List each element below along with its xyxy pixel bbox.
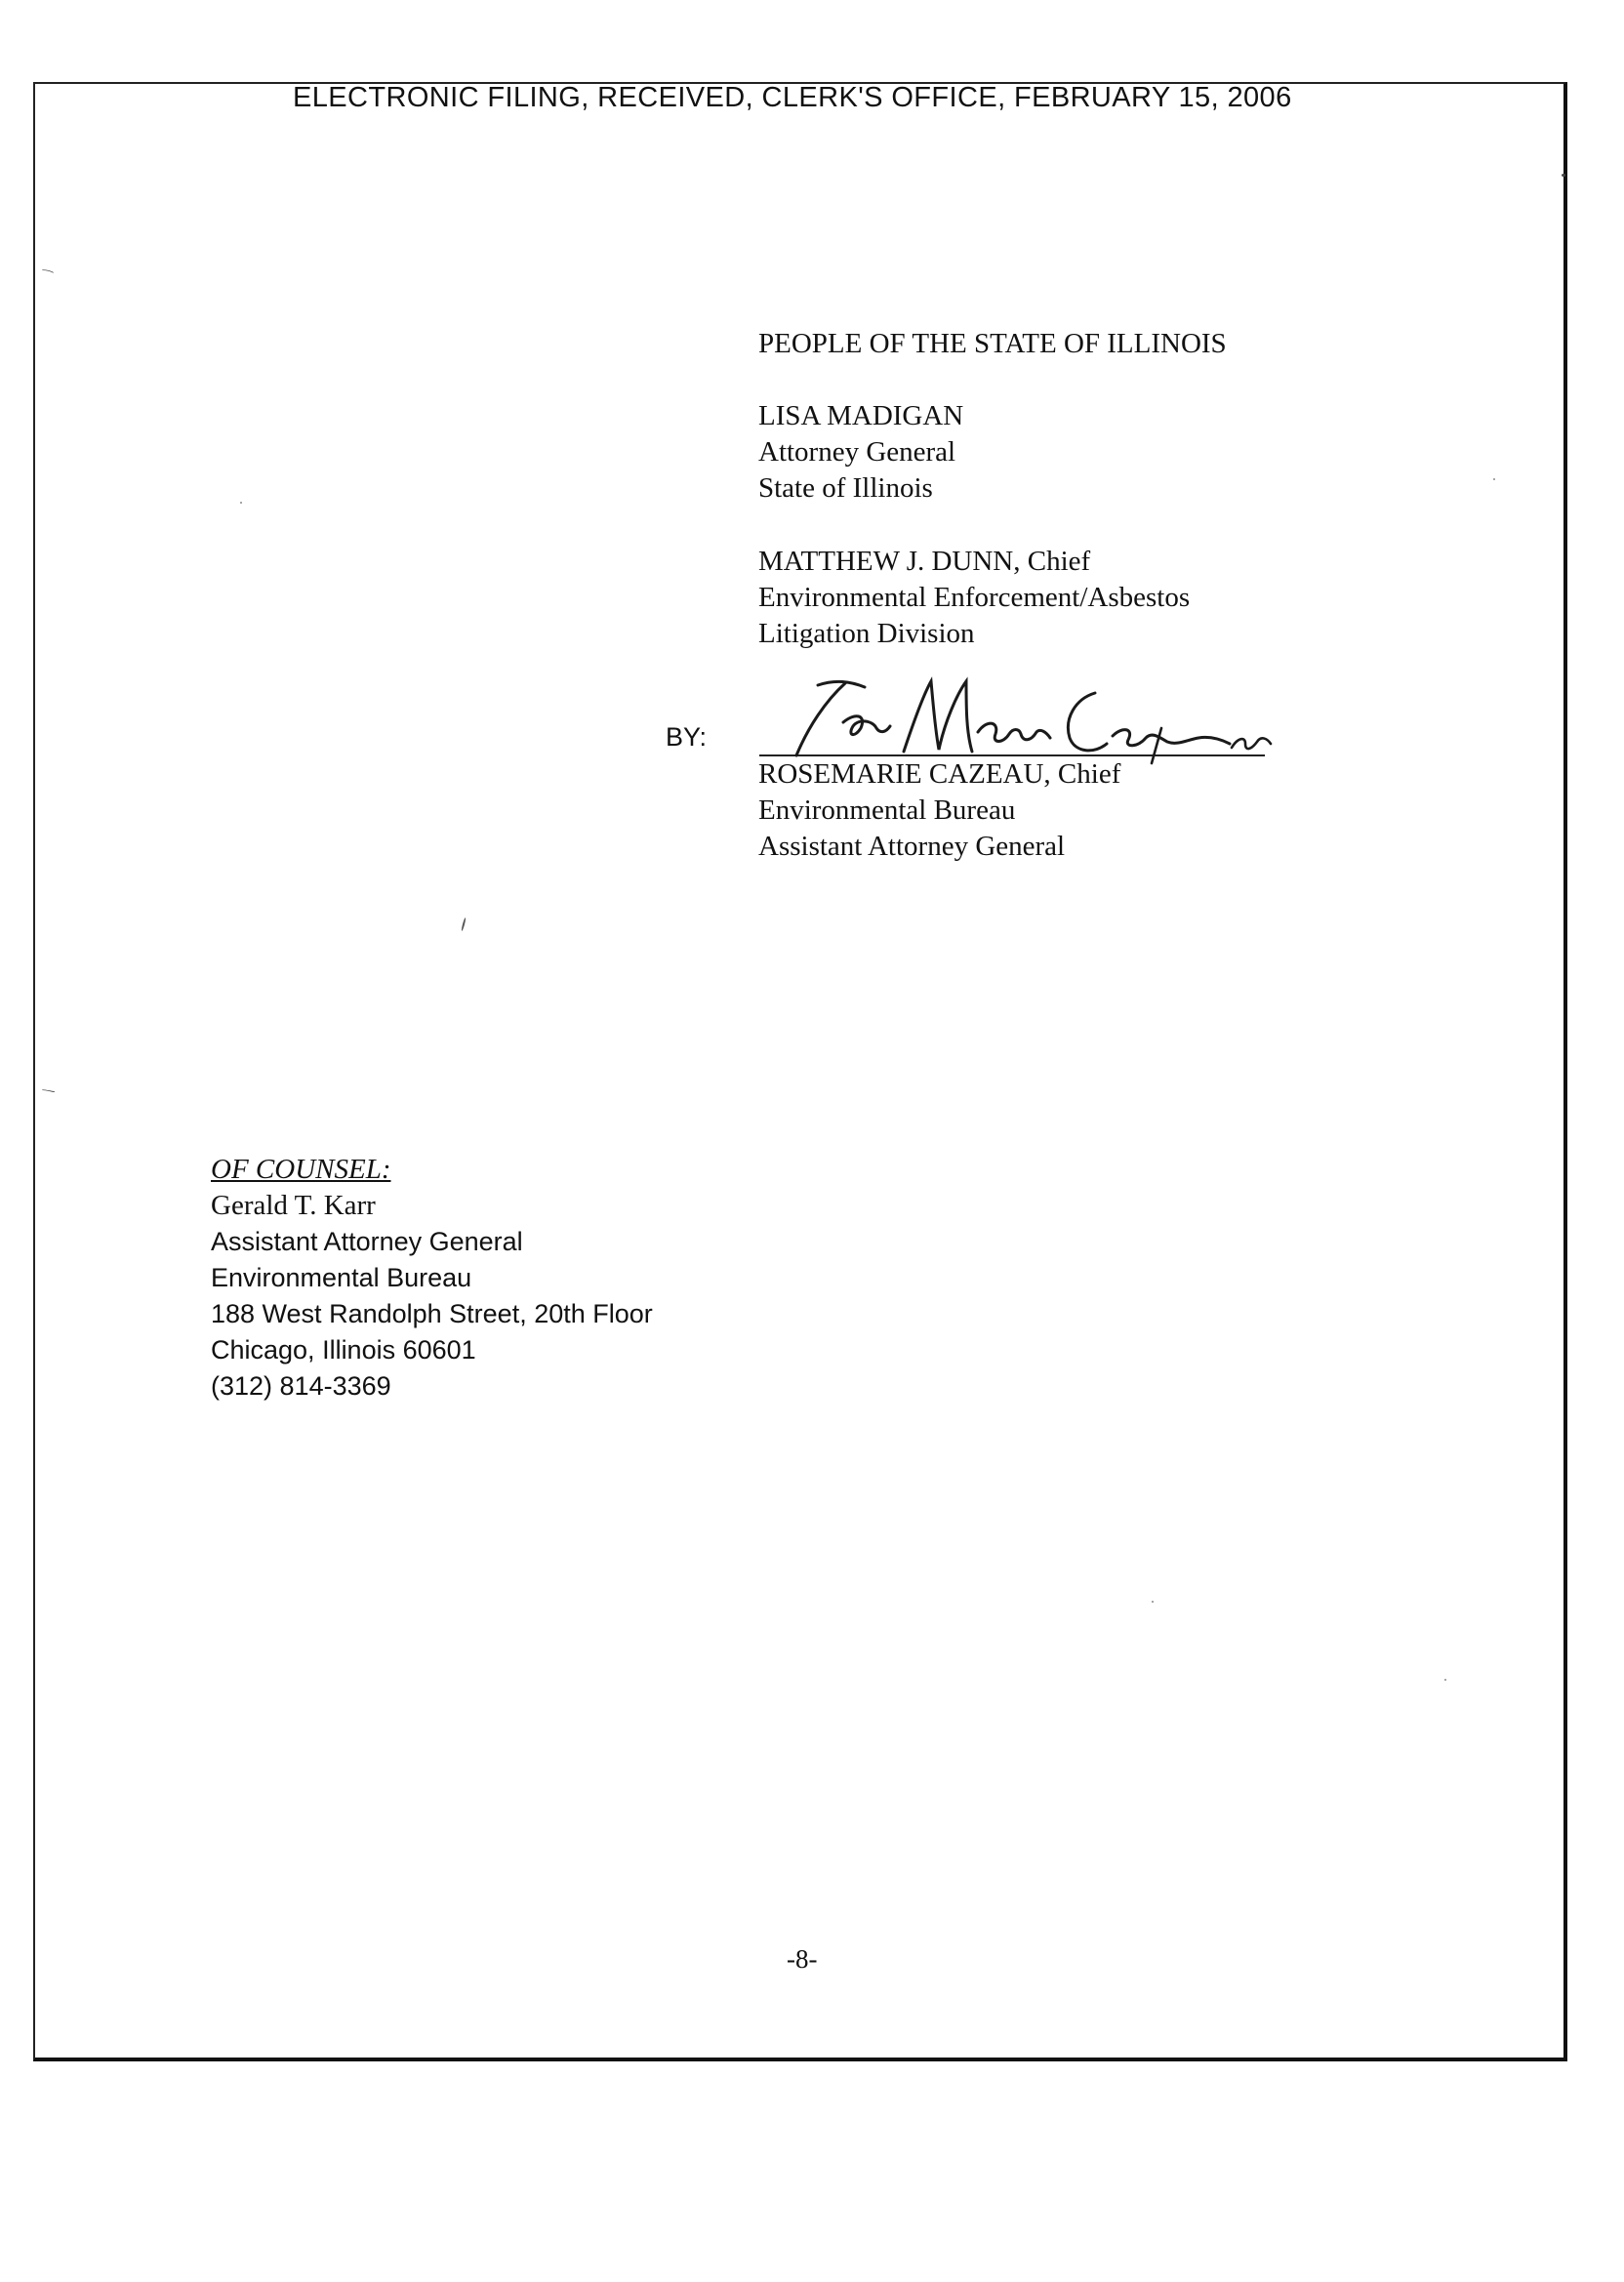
by-label: BY: [666,722,708,752]
signer-name: ROSEMARIE CAZEAU, Chief [758,758,1121,790]
counsel-phone: (312) 814-3369 [211,1371,391,1401]
plaintiff-name: PEOPLE OF THE STATE OF ILLINOIS [758,328,1227,359]
counsel-bureau: Environmental Bureau [211,1263,472,1292]
page-border [33,82,1567,2061]
attorney-general-state: State of Illinois [758,472,933,504]
scan-speck [240,502,242,504]
attorney-general-block [758,398,963,507]
plaintiff-caption [758,326,1227,362]
filing-stamp: ELECTRONIC FILING, RECEIVED, CLERK'S OFFICE, FEBRUARY 15, 2006 [293,82,1292,113]
scan-speck [1152,1601,1154,1603]
counsel-title: Assistant Attorney General [211,1227,523,1256]
division-chief-block [758,544,1190,652]
counsel-address-1: 188 West Randolph Street, 20th Floor [211,1299,653,1328]
page-number: -8- [787,1944,818,1974]
of-counsel-heading: OF COUNSEL: [211,1154,391,1185]
signer-line-1: Environmental Bureau [758,795,1016,826]
attorney-general-title: Attorney General [758,436,956,468]
signer-block [758,756,1120,865]
margin-mark-top [29,269,68,273]
scan-speck [1493,478,1495,480]
division-line-2: Litigation Division [758,618,975,649]
scan-speck [1444,1679,1446,1681]
counsel-name: Gerald T. Karr [211,1190,376,1221]
margin-mark-middle [29,1089,68,1093]
division-chief-name: MATTHEW J. DUNN, Chief [758,546,1091,577]
scan-speck [1562,174,1565,177]
attorney-general-name: LISA MADIGAN [758,400,964,431]
counsel-address-2: Chicago, Illinois 60601 [211,1335,476,1365]
division-line-1: Environmental Enforcement/Asbestos [758,582,1191,613]
signer-line-2: Assistant Attorney General [758,831,1066,862]
of-counsel-block [211,1152,653,1405]
handwritten-signature [757,673,1275,769]
